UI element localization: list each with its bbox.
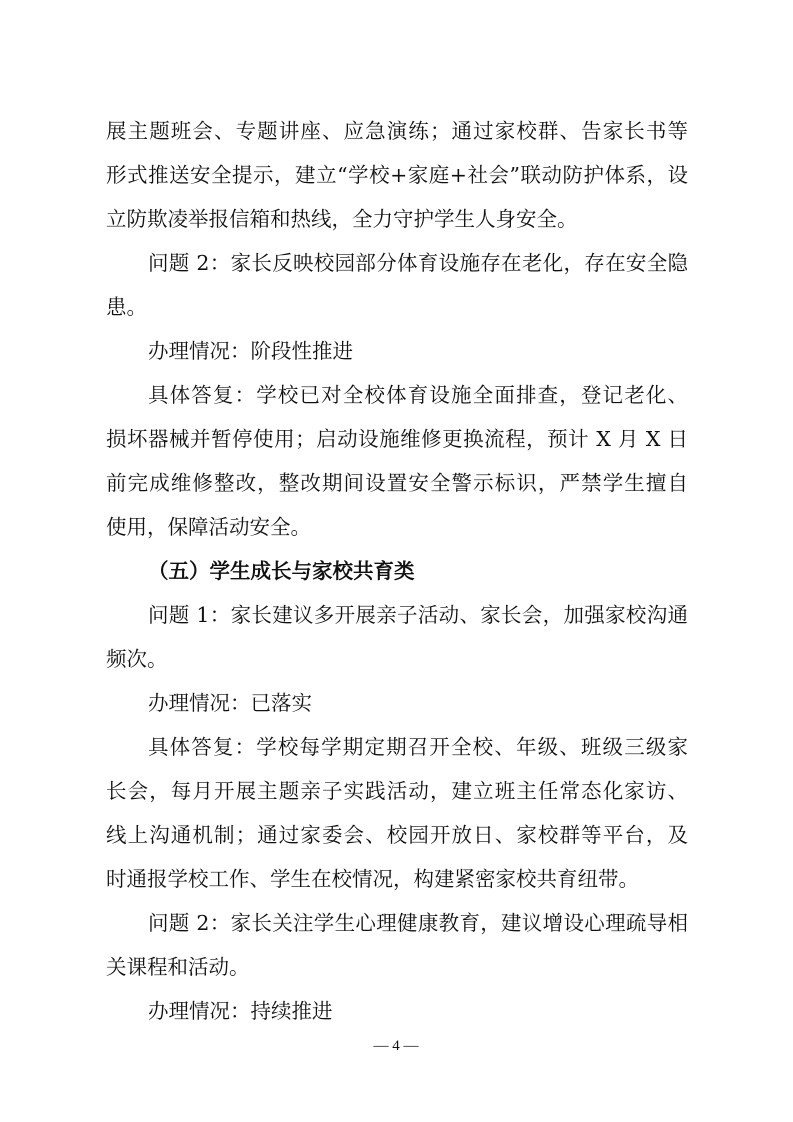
question-text-line: 问题 2：家长反映校园部分体育设施存在老化，存在安全隐 [148, 251, 688, 275]
body-text-line: 形式推送安全提示，建立“学校+家庭+社会”联动防护体系，设 [106, 163, 688, 187]
body-text-line: 时通报学校工作、学生在校情况，构建紧密家校共育纽带。 [106, 867, 639, 891]
question-text-line: 问题 2：家长关注学生心理健康教育，建议增设心理疏导相 [148, 911, 688, 935]
body-text-line: 前完成维修整改，整改期间设置安全警示标识，严禁学生擅自 [106, 471, 688, 495]
body-text-line: 患。 [106, 295, 147, 319]
body-text-line: 展主题班会、专题讲座、应急演练；通过家校群、告家长书等 [106, 119, 688, 143]
body-text-line: 线上沟通机制；通过家委会、校园开放日、家校群等平台，及 [106, 823, 688, 847]
body-text-line: 频次。 [106, 647, 168, 671]
status-text-line: 办理情况：持续推进 [148, 999, 333, 1023]
answer-text-line: 具体答复：学校已对全校体育设施全面排查，登记老化、 [148, 383, 688, 407]
question-text-line: 问题 1：家长建议多开展亲子活动、家长会，加强家校沟通 [148, 603, 688, 627]
body-text-line: 立防欺凌举报信箱和热线，全力守护学生人身安全。 [106, 207, 578, 231]
answer-text-line: 具体答复：学校每学期定期召开全校、年级、班级三级家 [148, 735, 688, 759]
section-heading: （五）学生成长与家校共育类 [148, 559, 415, 583]
body-text-line: 使用，保障活动安全。 [106, 515, 311, 539]
body-text-line: 损坏器械并暂停使用；启动设施维修更换流程，预计 X 月 X 日 [106, 427, 688, 451]
body-text-line: 长会，每月开展主题亲子实践活动，建立班主任常态化家访、 [106, 779, 688, 803]
status-text-line: 办理情况：已落实 [148, 691, 312, 715]
status-text-line: 办理情况：阶段性推进 [148, 339, 353, 363]
page-number: — 4 — [373, 1038, 419, 1054]
body-text-line: 关课程和活动。 [106, 955, 250, 979]
